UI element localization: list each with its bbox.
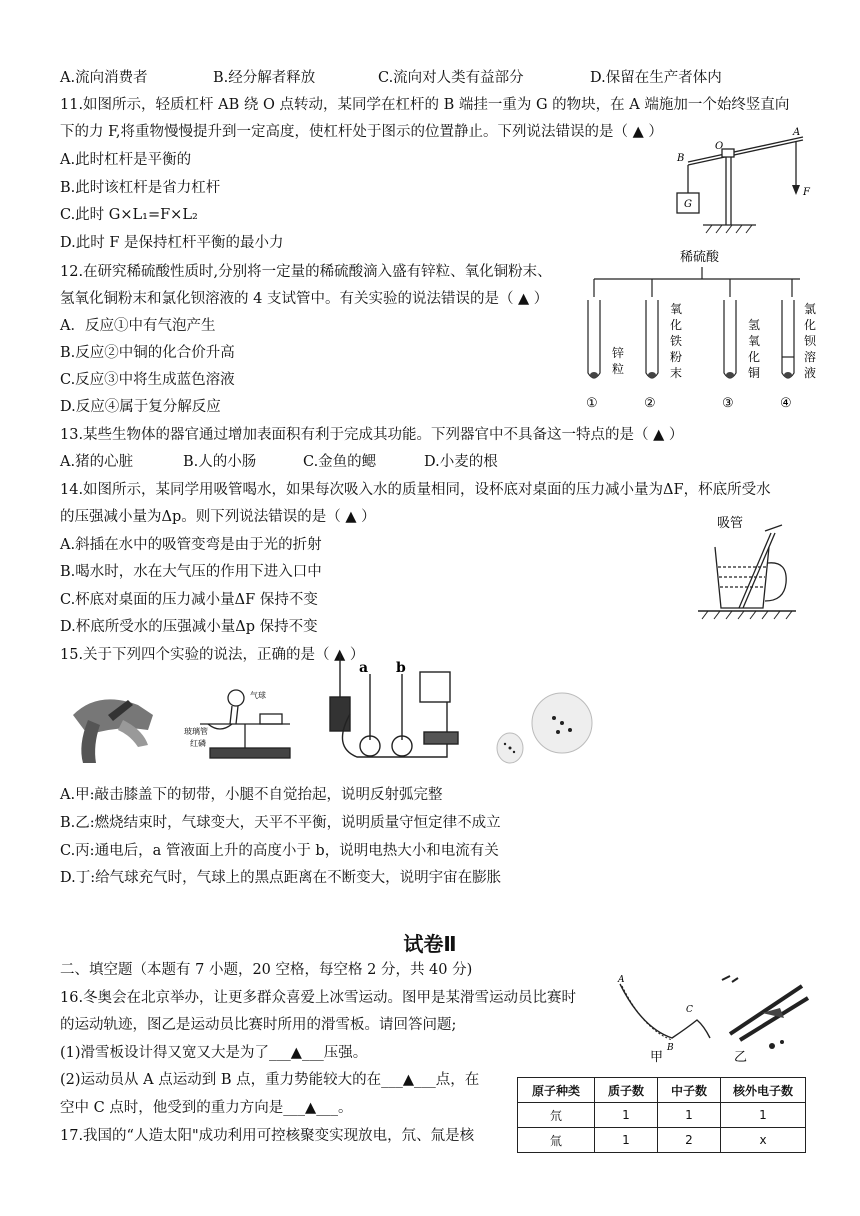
table-cell: 1 [721,1103,806,1128]
q14-option-a: A.斜插在水中的吸管变弯是由于光的折射 [60,537,322,553]
glass-tube-label: 玻璃管 [184,727,208,736]
tube2-label: 氧化铁粉末 [670,302,683,380]
tube2-number: ② [644,396,656,411]
straw-label: 吸管 [717,516,744,531]
table-row [518,1128,806,1153]
q16-stem-line2: 的运动轨迹，图乙是运动员比赛时所用的滑雪板。请回答问题; [60,1017,457,1033]
figure-jia-label: 甲 [650,1050,664,1063]
q14-option-d: D.杯底所受水的压强减小量Δp 保持不变 [60,619,318,635]
table-cell: 氘 [518,1103,595,1128]
q12-stem-line2: 氢氧化铜粉末和氯化钡溶液的 4 支试管中。有关实验的说法错误的是（ ▲ ） [60,291,549,307]
tube4-label: 氯化钡溶液 [804,302,817,380]
track-point-b: B [667,1043,674,1053]
table-cell: 2 [658,1128,721,1153]
tube4-number: ④ [780,396,792,411]
lever-label-g: G [684,199,692,210]
q12-option-b: B.反应②中铜的化合价升高 [60,345,235,361]
q12-option-d: D.反应④属于复分解反应 [60,399,221,415]
dilute-acid-label: 稀硫酸 [680,250,720,265]
q15-option-c: C.丙:通电后，a 管液面上升的高度小于 b，说明电热大小和电流有关 [60,843,499,859]
tube-a-label: a [359,660,369,676]
q17-stem: 17.我国的“人造太阳"成功利用可控核聚变实现放电，氘、氚是核 [60,1128,475,1144]
q12-option-a: A．反应①中有气泡产生 [60,318,216,334]
balance-experiment-image [180,684,310,766]
q12-option-c: C.反应③中将生成蓝色溶液 [60,372,235,388]
q11-option-d: D.此时 F 是保持杠杆平衡的最小力 [60,235,284,251]
straw-cup-diagram [690,505,815,625]
table-cell: 氚 [518,1128,595,1153]
lever-label-o: O [715,141,724,152]
tube3-label: 氢氧化铜 [748,318,761,380]
q16-sub2-line2: 空中 C 点时，他受到的重力方向是___▲___。 [60,1100,353,1116]
q15-stem: 15.关于下列四个实验的说法，正确的是（ ▲ ） [60,647,365,663]
figure-yi-label: 乙 [734,1050,748,1063]
table-cell: x [721,1128,806,1153]
paper2-title: 试卷Ⅱ [403,932,457,956]
circuit-experiment-image [322,652,474,767]
q10-option-d: D.保留在生产者体内 [590,70,722,86]
table-header: 质子数 [595,1078,658,1103]
q14-stem-line2: 的压强减小量为Δp。则下列说法错误的是（ ▲ ） [60,509,376,525]
q14-option-b: B.喝水时，水在大气压的作用下进入口中 [60,564,322,580]
q15-option-a: A.甲:敲击膝盖下的韧带，小腿不自觉抬起，说明反射弧完整 [60,787,443,803]
q15-option-d: D.丁:给气球充气时，气球上的黑点距离在不断变大，说明宇宙在膨胀 [60,870,502,886]
balloon-universe-image [490,688,595,770]
track-point-c: C [686,1005,693,1015]
table-cell: 1 [595,1103,658,1128]
lever-label-a: A [793,127,801,138]
q13-option-a: A.猪的心脏 [60,454,134,470]
q10-option-b: B.经分解者释放 [213,70,316,86]
q11-option-a: A.此时杠杆是平衡的 [60,152,192,168]
q10-option-a: A.流向消费者 [60,70,148,86]
ski-figure [612,968,812,1063]
q11-stem-line2: 下的力 F,将重物慢慢提升到一定高度，使杠杆处于图示的位置静止。下列说法错误的是（ ▲ ） [60,124,663,140]
table-header-row [518,1078,806,1103]
table-row [518,1103,806,1128]
q11-stem-line1: 11.如图所示，轻质杠杆 AB 绕 O 点转动，某同学在杠杆的 B 端挂一重为 G 的物块，在 A 端施加一个始终竖直向 [60,97,790,113]
test-tubes-diagram [570,245,830,415]
table-header: 原子种类 [518,1078,595,1103]
q11-option-c: C.此时 G×L₁=F×L₂ [60,207,198,223]
q11-option-b: B.此时该杠杆是省力杠杆 [60,180,221,196]
q14-stem-line1: 14.如图所示，某同学用吸管喝水，如果每次吸入水的质量相同，设杯底对桌面的压力减小量为ΔF，杯底所受水 [60,482,771,498]
table-header: 核外电子数 [721,1078,806,1103]
q14-option-c: C.杯底对桌面的压力减小量ΔF 保持不变 [60,592,318,608]
q13-option-d: D.小麦的根 [424,454,498,470]
q16-sub2-line1: (2)运动员从 A 点运动到 B 点，重力势能较大的在___▲___点，在 [60,1072,480,1088]
lever-diagram [668,125,818,240]
q16-sub1: (1)滑雪板设计得又宽又大是为了___▲___压强。 [60,1045,368,1061]
tube3-number: ③ [722,396,734,411]
knee-reflex-image [68,685,158,765]
balloon-label: 气球 [250,691,266,700]
table-cell: 1 [658,1103,721,1128]
q10-option-c: C.流向对人类有益部分 [378,70,524,86]
red-phosphorus-label: 红磷 [190,739,206,748]
track-point-a: A [618,975,625,985]
tube1-number: ① [586,396,598,411]
isotope-table [517,1077,806,1153]
tube1-label: 锌粒 [612,346,625,376]
table-cell: 1 [595,1128,658,1153]
q12-stem-line1: 12.在研究稀硫酸性质时,分别将一定量的稀硫酸滴入盛有锌粒、氧化铜粉末、 [60,264,552,280]
section-heading: 二、填空题（本题有 7 小题，20 空格，每空格 2 分，共 40 分) [60,962,473,978]
q13-option-b: B.人的小肠 [183,454,257,470]
lever-label-f: F [803,187,810,198]
q15-option-b: B.乙:燃烧结束时，气球变大，天平不平衡，说明质量守恒定律不成立 [60,815,501,831]
tube-b-label: b [396,660,406,676]
lever-label-b: B [677,153,685,164]
q16-stem-line1: 16.冬奥会在北京举办，让更多群众喜爱上冰雪运动。图甲是某滑雪运动员比赛时 [60,990,577,1006]
q13-option-c: C.金鱼的鳃 [303,454,377,470]
q13-stem: 13.某些生物体的器官通过增加表面积有利于完成其功能。下列器官中不具备这一特点的是（ ▲ ） [60,427,684,443]
table-header: 中子数 [658,1078,721,1103]
